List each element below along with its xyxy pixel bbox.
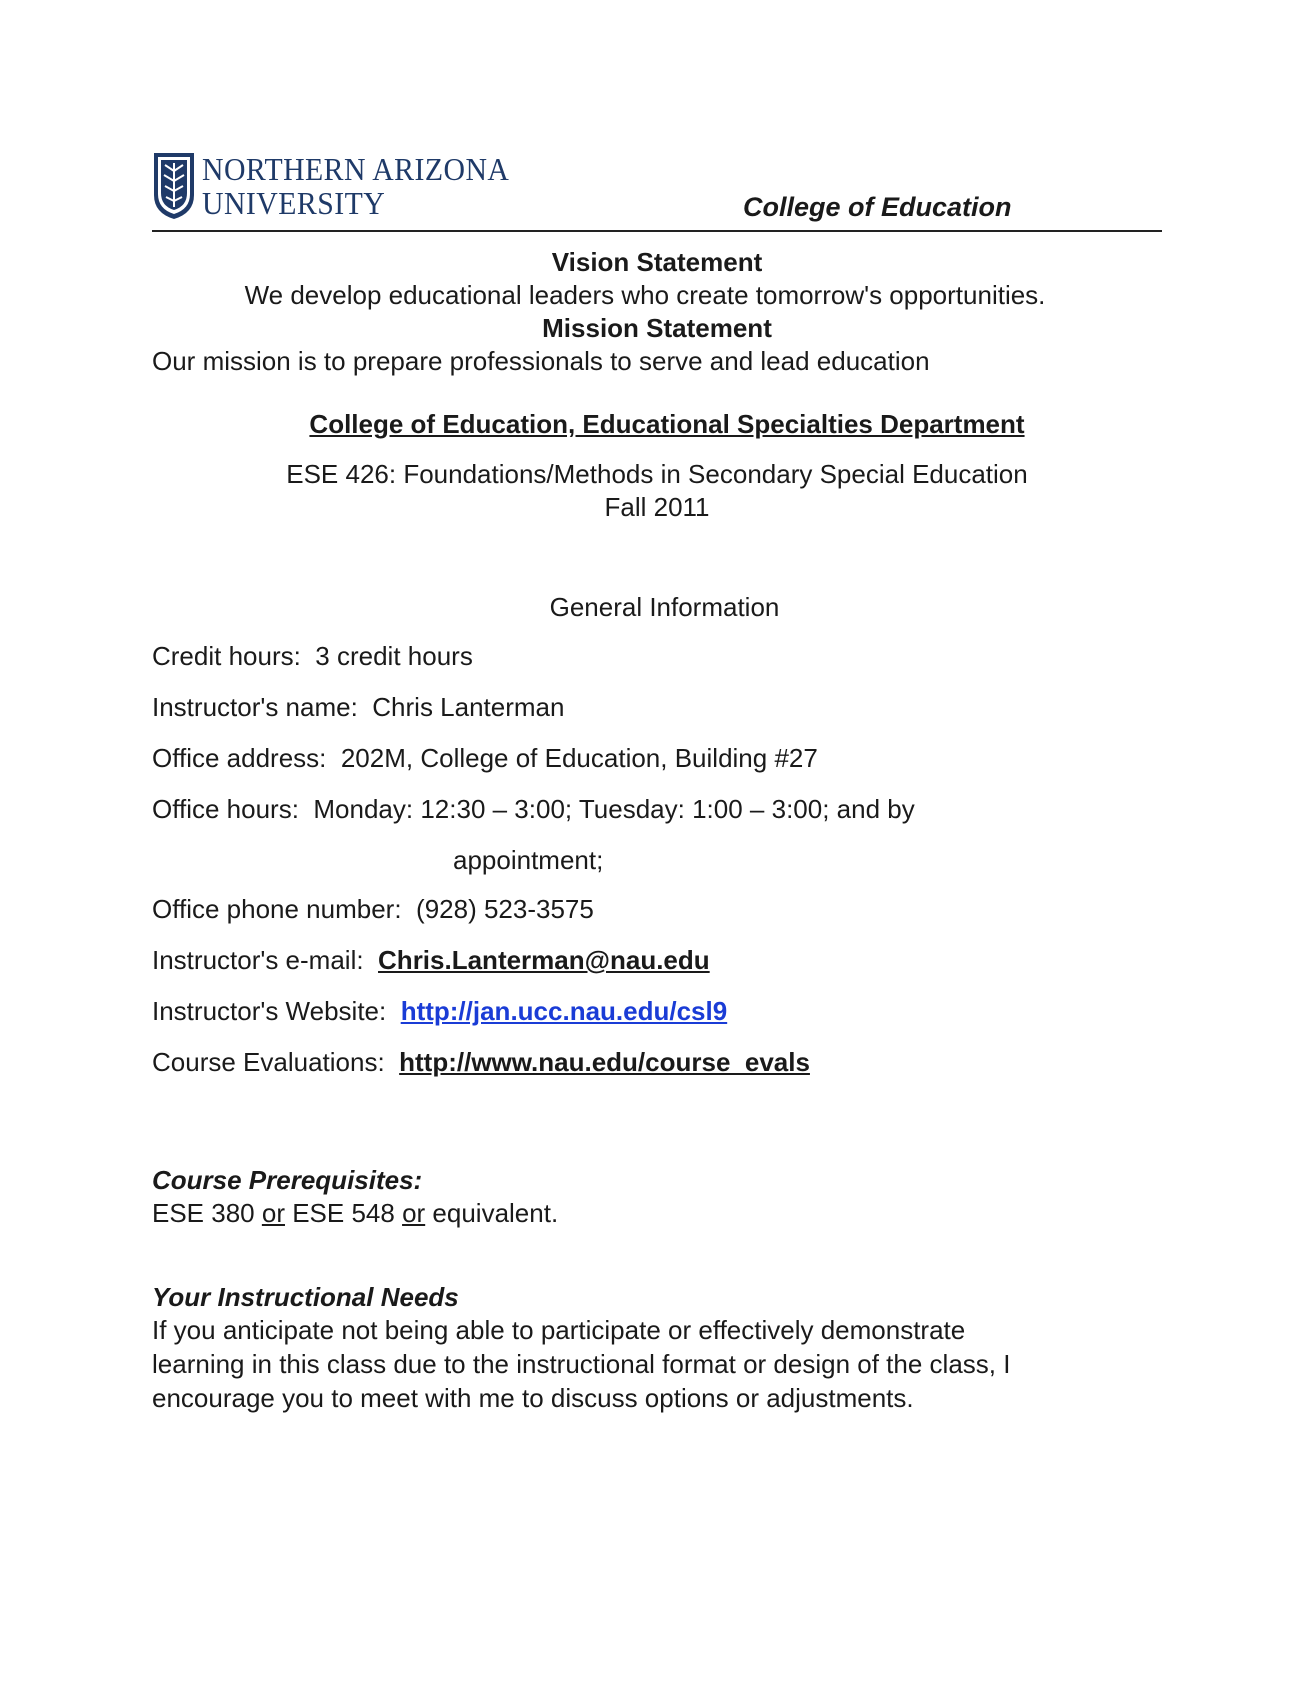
office-address-row xyxy=(152,741,818,775)
office-hours-label: Office hours: xyxy=(152,794,299,824)
credit-hours-label: Credit hours: xyxy=(152,641,301,671)
course-evaluations-row xyxy=(152,1045,810,1079)
vision-heading: Vision Statement xyxy=(551,247,763,277)
general-info-heading: General Information xyxy=(549,592,780,622)
office-phone-label: Office phone number: xyxy=(152,894,402,924)
instructor-website-row xyxy=(152,994,727,1028)
instructor-name-value: Chris Lanterman xyxy=(372,692,565,722)
instructional-needs-line-1: If you anticipate not being able to participate or effectively demonstrate xyxy=(152,1315,966,1345)
credit-hours-row xyxy=(152,639,473,673)
instructor-website-link[interactable]: http://jan.ucc.nau.edu/csl9 xyxy=(400,996,728,1026)
logo-name-line1: NORTHERN ARIZONA xyxy=(202,151,510,187)
instructor-website-label: Instructor's Website: xyxy=(152,996,387,1026)
department-title: College of Education, Educational Specialties Department xyxy=(309,409,1025,439)
instructor-email-label: Instructor's e-mail: xyxy=(152,945,364,975)
instructor-email-link[interactable]: Chris.Lanterman@nau.edu xyxy=(378,945,710,975)
prerequisites-heading: Course Prerequisites: xyxy=(152,1165,423,1195)
instructional-needs-line-2: learning in this class due to the instructional format or design of the class, I xyxy=(152,1349,1011,1379)
office-hours-row xyxy=(152,792,915,826)
course-evaluations-label: Course Evaluations: xyxy=(152,1047,385,1077)
course-term: Fall 2011 xyxy=(604,492,710,522)
instructional-needs-heading: Your Instructional Needs xyxy=(152,1282,459,1312)
prereq-course-1: ESE 380 xyxy=(152,1198,262,1228)
header-divider xyxy=(152,230,1162,232)
office-hours-value: Monday: 12:30 – 3:00; Tuesday: 1:00 – 3:00; and by xyxy=(313,794,915,824)
university-seal-icon xyxy=(152,151,196,221)
office-hours-continued: appointment; xyxy=(453,845,604,875)
course-evaluations-link[interactable]: http://www.nau.edu/course_evals xyxy=(399,1047,810,1077)
instructor-name-row xyxy=(152,690,564,724)
instructional-needs-line-3: encourage you to meet with me to discuss options or adjustments. xyxy=(152,1383,914,1413)
office-phone-row xyxy=(152,892,594,926)
office-address-label: Office address: xyxy=(152,743,327,773)
prereq-equivalent: equivalent. xyxy=(425,1198,559,1228)
credit-hours-value: 3 credit hours xyxy=(315,641,473,671)
instructor-email-row xyxy=(152,943,710,977)
university-logo xyxy=(152,150,533,222)
mission-text: Our mission is to prepare professionals to serve and lead education xyxy=(152,346,930,376)
college-name: College of Education xyxy=(743,192,1012,222)
prereq-or-2: or xyxy=(402,1198,426,1228)
page-header xyxy=(152,150,1162,230)
prereq-course-2: ESE 548 xyxy=(284,1198,403,1228)
course-title: ESE 426: Foundations/Methods in Secondary Special Education xyxy=(286,459,1028,489)
prereq-or-1: or xyxy=(261,1198,285,1228)
prerequisites-text xyxy=(152,1196,1162,1230)
mission-heading: Mission Statement xyxy=(542,313,772,343)
office-phone-value: (928) 523-3575 xyxy=(416,894,594,924)
vision-text: We develop educational leaders who create tomorrow's opportunities. xyxy=(244,280,1046,310)
instructor-name-label: Instructor's name: xyxy=(152,692,358,722)
office-address-value: 202M, College of Education, Building #27 xyxy=(340,743,818,773)
logo-name-line2: UNIVERSITY xyxy=(202,185,386,221)
